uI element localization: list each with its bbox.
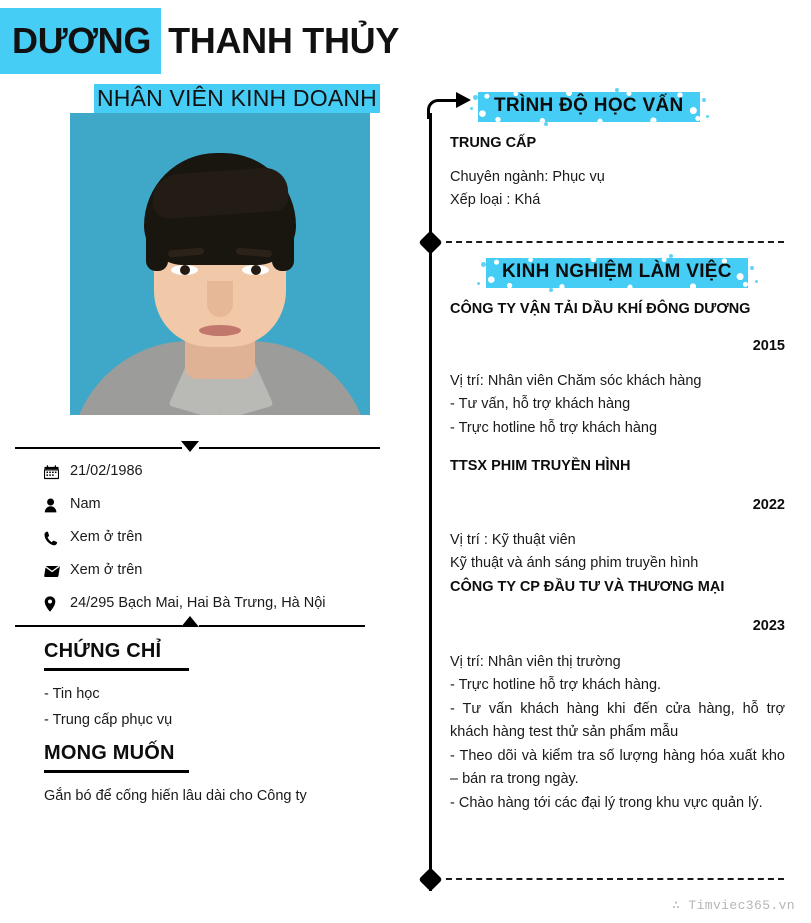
- objective-title: MONG MUỐN: [44, 742, 175, 764]
- section-experience: [450, 258, 785, 288]
- section-objective: [44, 742, 374, 811]
- divider-top-right: [199, 447, 380, 449]
- brush-speck: [755, 280, 758, 283]
- timeline-diamond-bottom: [418, 867, 442, 891]
- site-watermark: ∴ Timviec365.vn: [671, 898, 795, 913]
- contact-value-email: Xem ở trên: [70, 562, 143, 579]
- contact-list: [44, 458, 384, 623]
- candidate-name: [0, 8, 399, 74]
- photo-eye-right: [242, 265, 269, 275]
- brush-speck: [477, 282, 480, 285]
- contact-value-address: 24/295 Bạch Mai, Hai Bà Trưng, Hà Nội: [70, 595, 326, 612]
- brush-speck: [750, 266, 754, 270]
- certificates-rule: [44, 668, 189, 671]
- job-company: CÔNG TY CP ĐẦU TƯ VÀ THƯƠNG MẠI: [450, 579, 725, 595]
- divider-top-left: [15, 447, 182, 449]
- timeline-stem: [429, 113, 432, 891]
- profile-photo: [70, 113, 370, 415]
- job-line: - Trực hotline hỗ trợ khách hàng.: [450, 677, 662, 694]
- education-title-brush: [478, 92, 700, 122]
- contact-row-gender: [44, 491, 384, 519]
- section-education: [450, 92, 785, 213]
- person-icon: [44, 498, 70, 513]
- job-line: - Tư vấn khách hàng khi đến cửa hàng, hỗ trợ khách hàng test thử sản phẩm mẫu: [450, 700, 785, 741]
- photo-mouth: [199, 325, 241, 336]
- divider-bottom-left: [15, 625, 182, 627]
- job-year: 2022: [752, 496, 785, 513]
- job-line: - Tư vấn, hỗ trợ khách hàng: [450, 396, 631, 413]
- brush-speck: [544, 122, 548, 126]
- name-last: THANH THỦY: [168, 20, 400, 61]
- divider-bottom-right: [199, 625, 365, 627]
- experience-title-brush: [486, 258, 748, 288]
- brush-speck: [481, 262, 486, 267]
- education-level: TRUNG CẤP: [450, 134, 537, 151]
- divider-triangle-up-icon: [181, 616, 199, 627]
- divider-triangle-down-icon: [181, 441, 199, 452]
- certificate-item: - Tin học: [44, 686, 100, 702]
- experience-job-1: [450, 300, 785, 440]
- certificate-item: - Trung cấp phục vụ: [44, 712, 173, 729]
- name-highlight-block: [0, 8, 161, 74]
- brush-speck: [702, 98, 706, 102]
- job-year: 2023: [752, 617, 785, 634]
- contact-row-phone: [44, 524, 384, 552]
- objective-rule: [44, 770, 189, 773]
- job-title: NHÂN VIÊN KINH DOANH: [94, 84, 380, 113]
- job-line: - Trực hotline hỗ trợ khách hàng: [450, 419, 658, 436]
- contact-row-email: [44, 557, 384, 585]
- job-line: - Theo dõi và kiểm tra số lượng hàng hóa xuất kho – bán ra trong ngày.: [450, 747, 785, 788]
- brush-speck: [549, 288, 553, 292]
- certificates-title: CHỨNG CHỈ: [44, 640, 162, 662]
- job-line: Kỹ thuật và ánh sáng phim truyền hình: [450, 555, 699, 572]
- brush-speck: [470, 107, 473, 110]
- brush-speck: [706, 115, 709, 118]
- objective-text: Gắn bó để cống hiến lâu dài cho Công ty: [44, 788, 307, 804]
- name-first: DƯƠNG: [12, 20, 152, 61]
- education-line: Chuyên ngành: Phục vụ: [450, 168, 605, 185]
- experience-title: KINH NGHIỆM LÀM VIỆC: [502, 261, 732, 282]
- timeline-dashed-separator-bottom: [446, 878, 784, 880]
- job-year: 2015: [752, 337, 785, 354]
- job-company: CÔNG TY VẬN TẢI DẦU KHÍ ĐÔNG DƯƠNG: [450, 301, 751, 317]
- contact-row-address: [44, 590, 384, 618]
- calendar-icon: [44, 465, 70, 480]
- brush-speck: [473, 95, 478, 100]
- contact-value-phone: Xem ở trên: [70, 529, 143, 546]
- contact-row-birthdate: [44, 458, 384, 486]
- contact-value-gender: Nam: [70, 496, 101, 513]
- job-line: Vị trí: Nhân viên thị trường: [450, 653, 621, 670]
- photo-nose: [207, 281, 233, 317]
- job-line: - Chào hàng tới các đại lý trong khu vực quản lý.: [450, 794, 763, 811]
- section-certificates: [44, 640, 374, 736]
- job-line: Vị trí : Kỹ thuật viên: [450, 531, 576, 548]
- phone-icon: [44, 531, 70, 546]
- job-company: TTSX PHIM TRUYỀN HÌNH: [450, 458, 631, 474]
- contact-value-birthdate: 21/02/1986: [70, 463, 143, 480]
- education-title: TRÌNH ĐỘ HỌC VẤN: [494, 95, 684, 116]
- job-line: Vị trí: Nhân viên Chăm sóc khách hàng: [450, 372, 702, 389]
- timeline-diamond-top: [418, 230, 442, 254]
- education-line: Xếp loại : Khá: [450, 192, 541, 209]
- envelope-icon: [44, 565, 70, 578]
- experience-job-3: [450, 578, 785, 815]
- photo-eye-left: [171, 265, 198, 275]
- job-title-wrap: [84, 84, 380, 113]
- location-pin-icon: [44, 596, 70, 612]
- experience-job-2: [450, 457, 785, 576]
- timeline-dashed-separator-top: [446, 241, 784, 243]
